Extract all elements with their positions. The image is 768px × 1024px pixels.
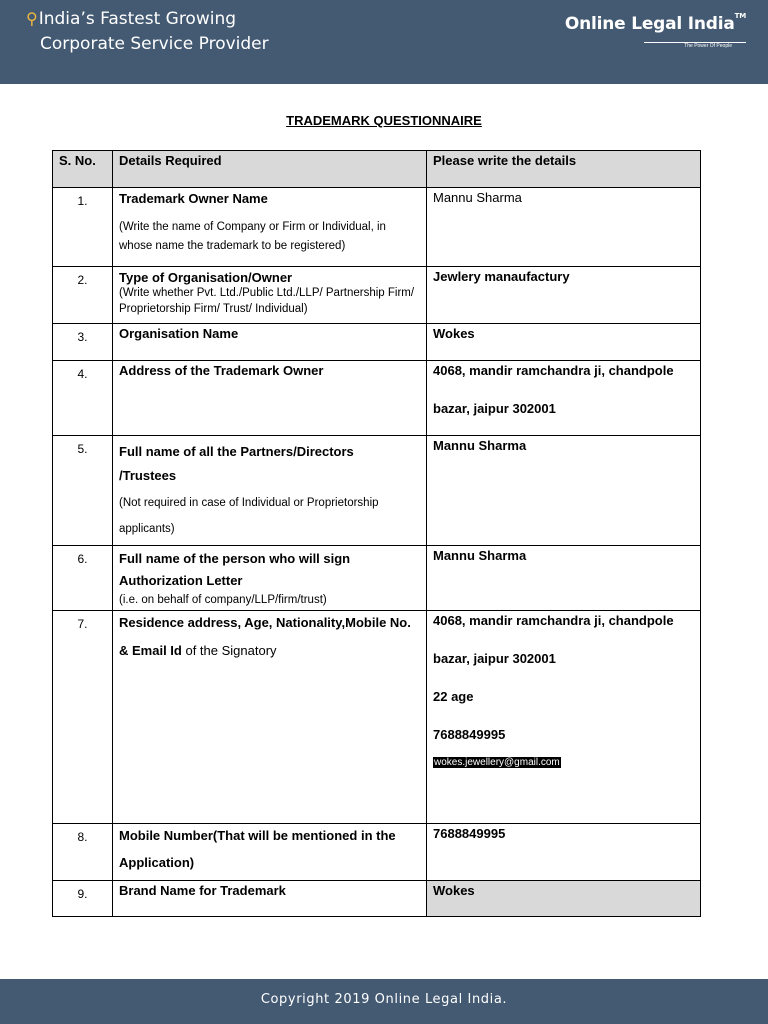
header-details-required: Details Required xyxy=(113,151,427,188)
header-write-details: Please write the details xyxy=(427,151,701,188)
brand-slogan: The Power Of People xyxy=(644,42,746,49)
header-sno: S. No. xyxy=(53,151,113,188)
row-value: Wokes xyxy=(433,883,475,898)
row-label: Type of Organisation/Owner xyxy=(119,270,293,285)
row-value: 7688849995 xyxy=(433,826,506,841)
row-age: 22 age xyxy=(433,689,474,704)
row-value: Jewlery manaufactury xyxy=(433,269,570,284)
row-value-line-1: 4068, mandir ramchandra ji, chandpole xyxy=(433,363,674,378)
brand-name: Online Legal India xyxy=(564,14,735,34)
brand-logo xyxy=(565,14,746,52)
table-row xyxy=(53,824,701,881)
answer-cell[interactable] xyxy=(427,267,701,324)
answer-cell[interactable] xyxy=(427,361,701,436)
table-row xyxy=(53,361,701,436)
row-label-bold: & Email Id xyxy=(119,643,182,658)
row-value-line-2: bazar, jaipur 302001 xyxy=(433,651,556,666)
row-label: Organisation Name xyxy=(119,326,239,341)
row-label-line-1: Residence address, Age, Nationality,Mobile No. xyxy=(119,615,411,630)
answer-cell[interactable] xyxy=(427,824,701,881)
answer-cell[interactable] xyxy=(427,324,701,361)
row-note: (Write the name of Company or Firm or Individual, in whose name the trademark to be registered) xyxy=(119,221,386,252)
tagline-line-2: Corporate Service Provider xyxy=(40,34,269,54)
table-row xyxy=(53,188,701,267)
table-row xyxy=(53,546,701,611)
row-value-line-1: 4068, mandir ramchandra ji, chandpole xyxy=(433,613,674,628)
row-value-line-2: bazar, jaipur 302001 xyxy=(433,401,556,416)
row-label: Full name of the person who will sign Authorization Letter xyxy=(119,551,351,588)
row-label-line-1: Full name of all the Partners/Directors xyxy=(119,444,354,459)
brand-trademark: TM xyxy=(734,12,746,20)
row-mobile: 7688849995 xyxy=(433,727,506,742)
answer-cell[interactable] xyxy=(427,611,701,824)
row-value: Mannu Sharma xyxy=(433,190,522,205)
row-label-line-2: /Trustees xyxy=(119,468,177,483)
row-note: (Not required in case of Individual or Proprietorship applicants) xyxy=(119,497,379,535)
row-value: Wokes xyxy=(433,326,475,341)
row-number: 4. xyxy=(53,361,113,436)
row-note: (Write whether Pvt. Ltd./Public Ltd./LLP/ Partnership Firm/ Proprietorship Firm/ Trust/ Individual) xyxy=(119,287,415,315)
answer-cell[interactable] xyxy=(427,436,701,546)
row-label: Address of the Trademark Owner xyxy=(119,363,324,378)
tagline-line-1: India’s Fastest Growing xyxy=(38,9,237,29)
site-header xyxy=(0,0,768,84)
row-number: 8. xyxy=(53,824,113,881)
table-row xyxy=(53,881,701,917)
table-row xyxy=(53,324,701,361)
tagline xyxy=(26,6,269,57)
row-number: 2. xyxy=(53,267,113,324)
document-title: TRADEMARK QUESTIONNAIRE xyxy=(286,113,482,128)
site-footer xyxy=(0,979,768,1024)
copyright-text: Copyright 2019 Online Legal India. xyxy=(260,992,508,1007)
row-label: Trademark Owner Name xyxy=(119,191,268,206)
row-value: Mannu Sharma xyxy=(433,438,527,453)
answer-cell[interactable] xyxy=(427,188,701,267)
row-label: Brand Name for Trademark xyxy=(119,883,286,898)
row-number: 5. xyxy=(53,436,113,546)
table-header-row xyxy=(53,151,701,188)
row-note: (i.e. on behalf of company/LLP/firm/trust) xyxy=(119,594,327,606)
row-value: Mannu Sharma xyxy=(433,548,527,563)
row-number: 3. xyxy=(53,324,113,361)
questionnaire-table xyxy=(52,150,701,917)
location-pin-icon: ⚲ xyxy=(26,9,38,28)
row-number: 1. xyxy=(53,188,113,267)
row-number: 6. xyxy=(53,546,113,611)
table-row xyxy=(53,267,701,324)
table-row xyxy=(53,611,701,824)
table-row xyxy=(53,436,701,546)
answer-cell[interactable] xyxy=(427,546,701,611)
row-label-line-2: Application) xyxy=(119,855,195,870)
row-number: 7. xyxy=(53,611,113,824)
row-label-plain: of the Signatory xyxy=(181,643,277,658)
row-number: 9. xyxy=(53,881,113,917)
email-value[interactable]: wokes.jewellery@gmail.com xyxy=(434,757,560,768)
row-label-line-1: Mobile Number(That will be mentioned in the xyxy=(119,828,396,843)
answer-cell[interactable] xyxy=(427,881,701,917)
